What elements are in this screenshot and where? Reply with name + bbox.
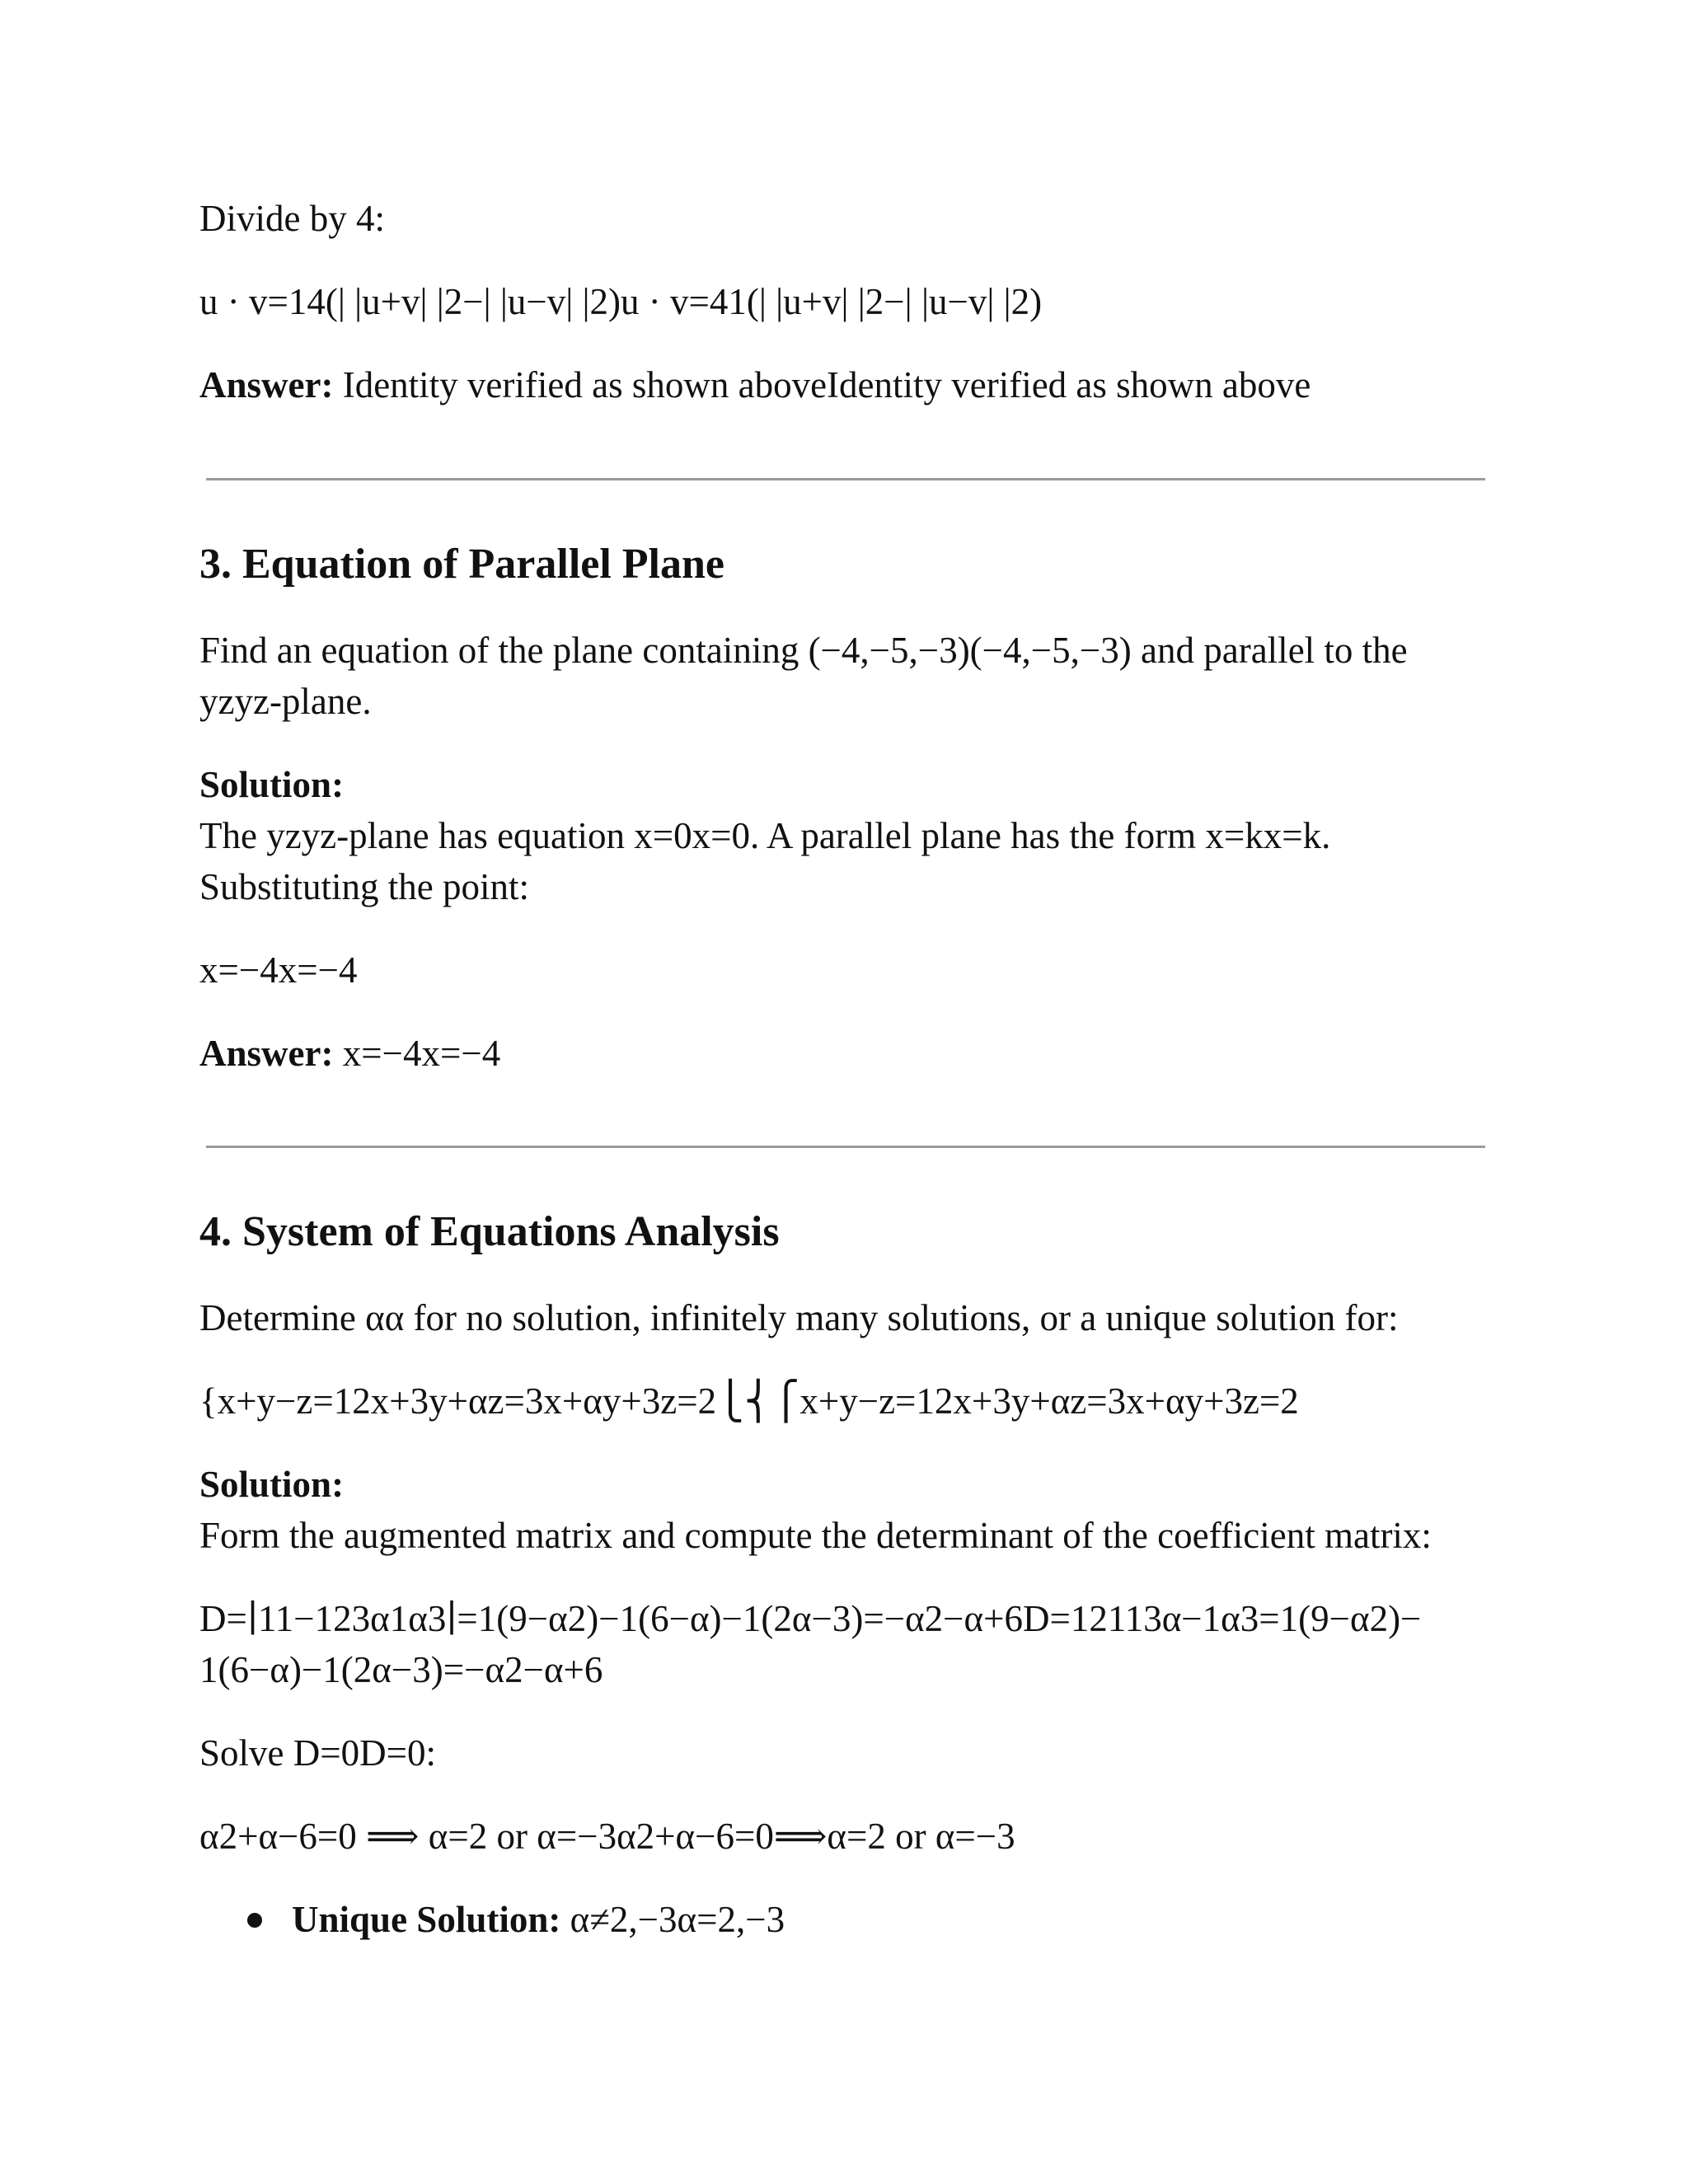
bullet-label: Unique Solution:	[292, 1899, 561, 1940]
identity-equation: u · v=14(| |u+v| |2−| |u−v| |2)u · v=41(| |u+v| |2−| |u−v| |2)	[199, 281, 1043, 322]
section3-answer	[199, 1028, 1485, 1079]
answer-text: x=−4x=−4	[333, 1033, 501, 1074]
bullet-icon	[247, 1913, 262, 1928]
section3-solution-label: Solution:	[199, 764, 345, 805]
section-divider	[206, 1146, 1485, 1148]
divide-step-text: Divide by 4:	[199, 198, 385, 239]
determinant-line2: 1(6−α)−1(2α−3)=−α2−α+6	[199, 1649, 603, 1690]
section4-heading: 4. System of Equations Analysis	[199, 1208, 780, 1255]
section3-problem-line1: Find an equation of the plane containing (−4,−5,−3)(−4,−5,−3) and parallel to the	[199, 630, 1408, 671]
section4-solution-text: Form the augmented matrix and compute the determinant of the coefficient matrix:	[199, 1515, 1432, 1556]
bullet-text: α≠2,−3α=2,−3	[560, 1899, 785, 1940]
section3-solution-line1: The yzyz-plane has equation x=0x=0. A parallel plane has the form x=kx=k.	[199, 815, 1331, 856]
roots-equation: α2+α−6=0 ⟹ α=2 or α=−3α2+α−6=0⟹α=2 or α=−3	[199, 1816, 1015, 1857]
section-divider	[206, 478, 1485, 480]
list-item	[247, 1894, 785, 1945]
determinant-line1: D=∣11−123α1α3∣=1(9−α2)−1(6−α)−1(2α−3)=−α2−α+6D=12113α−1α3=1(9−α2)−	[199, 1598, 1422, 1639]
solve-text: Solve D=0D=0:	[199, 1732, 437, 1774]
section2-answer	[199, 359, 1485, 410]
section3-heading: 3. Equation of Parallel Plane	[199, 541, 724, 588]
section4-solution-label: Solution:	[199, 1464, 345, 1505]
answer-label: Answer:	[199, 364, 334, 405]
section3-problem-line2: yzyz-plane.	[199, 681, 372, 722]
section4-problem: Determine αα for no solution, infinitely many solutions, or a unique solution for:	[199, 1297, 1399, 1338]
section3-equation: x=−4x=−4	[199, 949, 358, 991]
answer-label: Answer:	[199, 1033, 334, 1074]
section3-solution-line2: Substituting the point:	[199, 866, 530, 907]
answer-text: Identity verified as shown aboveIdentity verified as shown above	[333, 364, 1311, 405]
section4-system: {x+y−z=12x+3y+αz=3x+αy+3z=2⎩⎨⎧x+y−z=12x+3y+αz=3x+αy+3z=2	[199, 1380, 1299, 1422]
